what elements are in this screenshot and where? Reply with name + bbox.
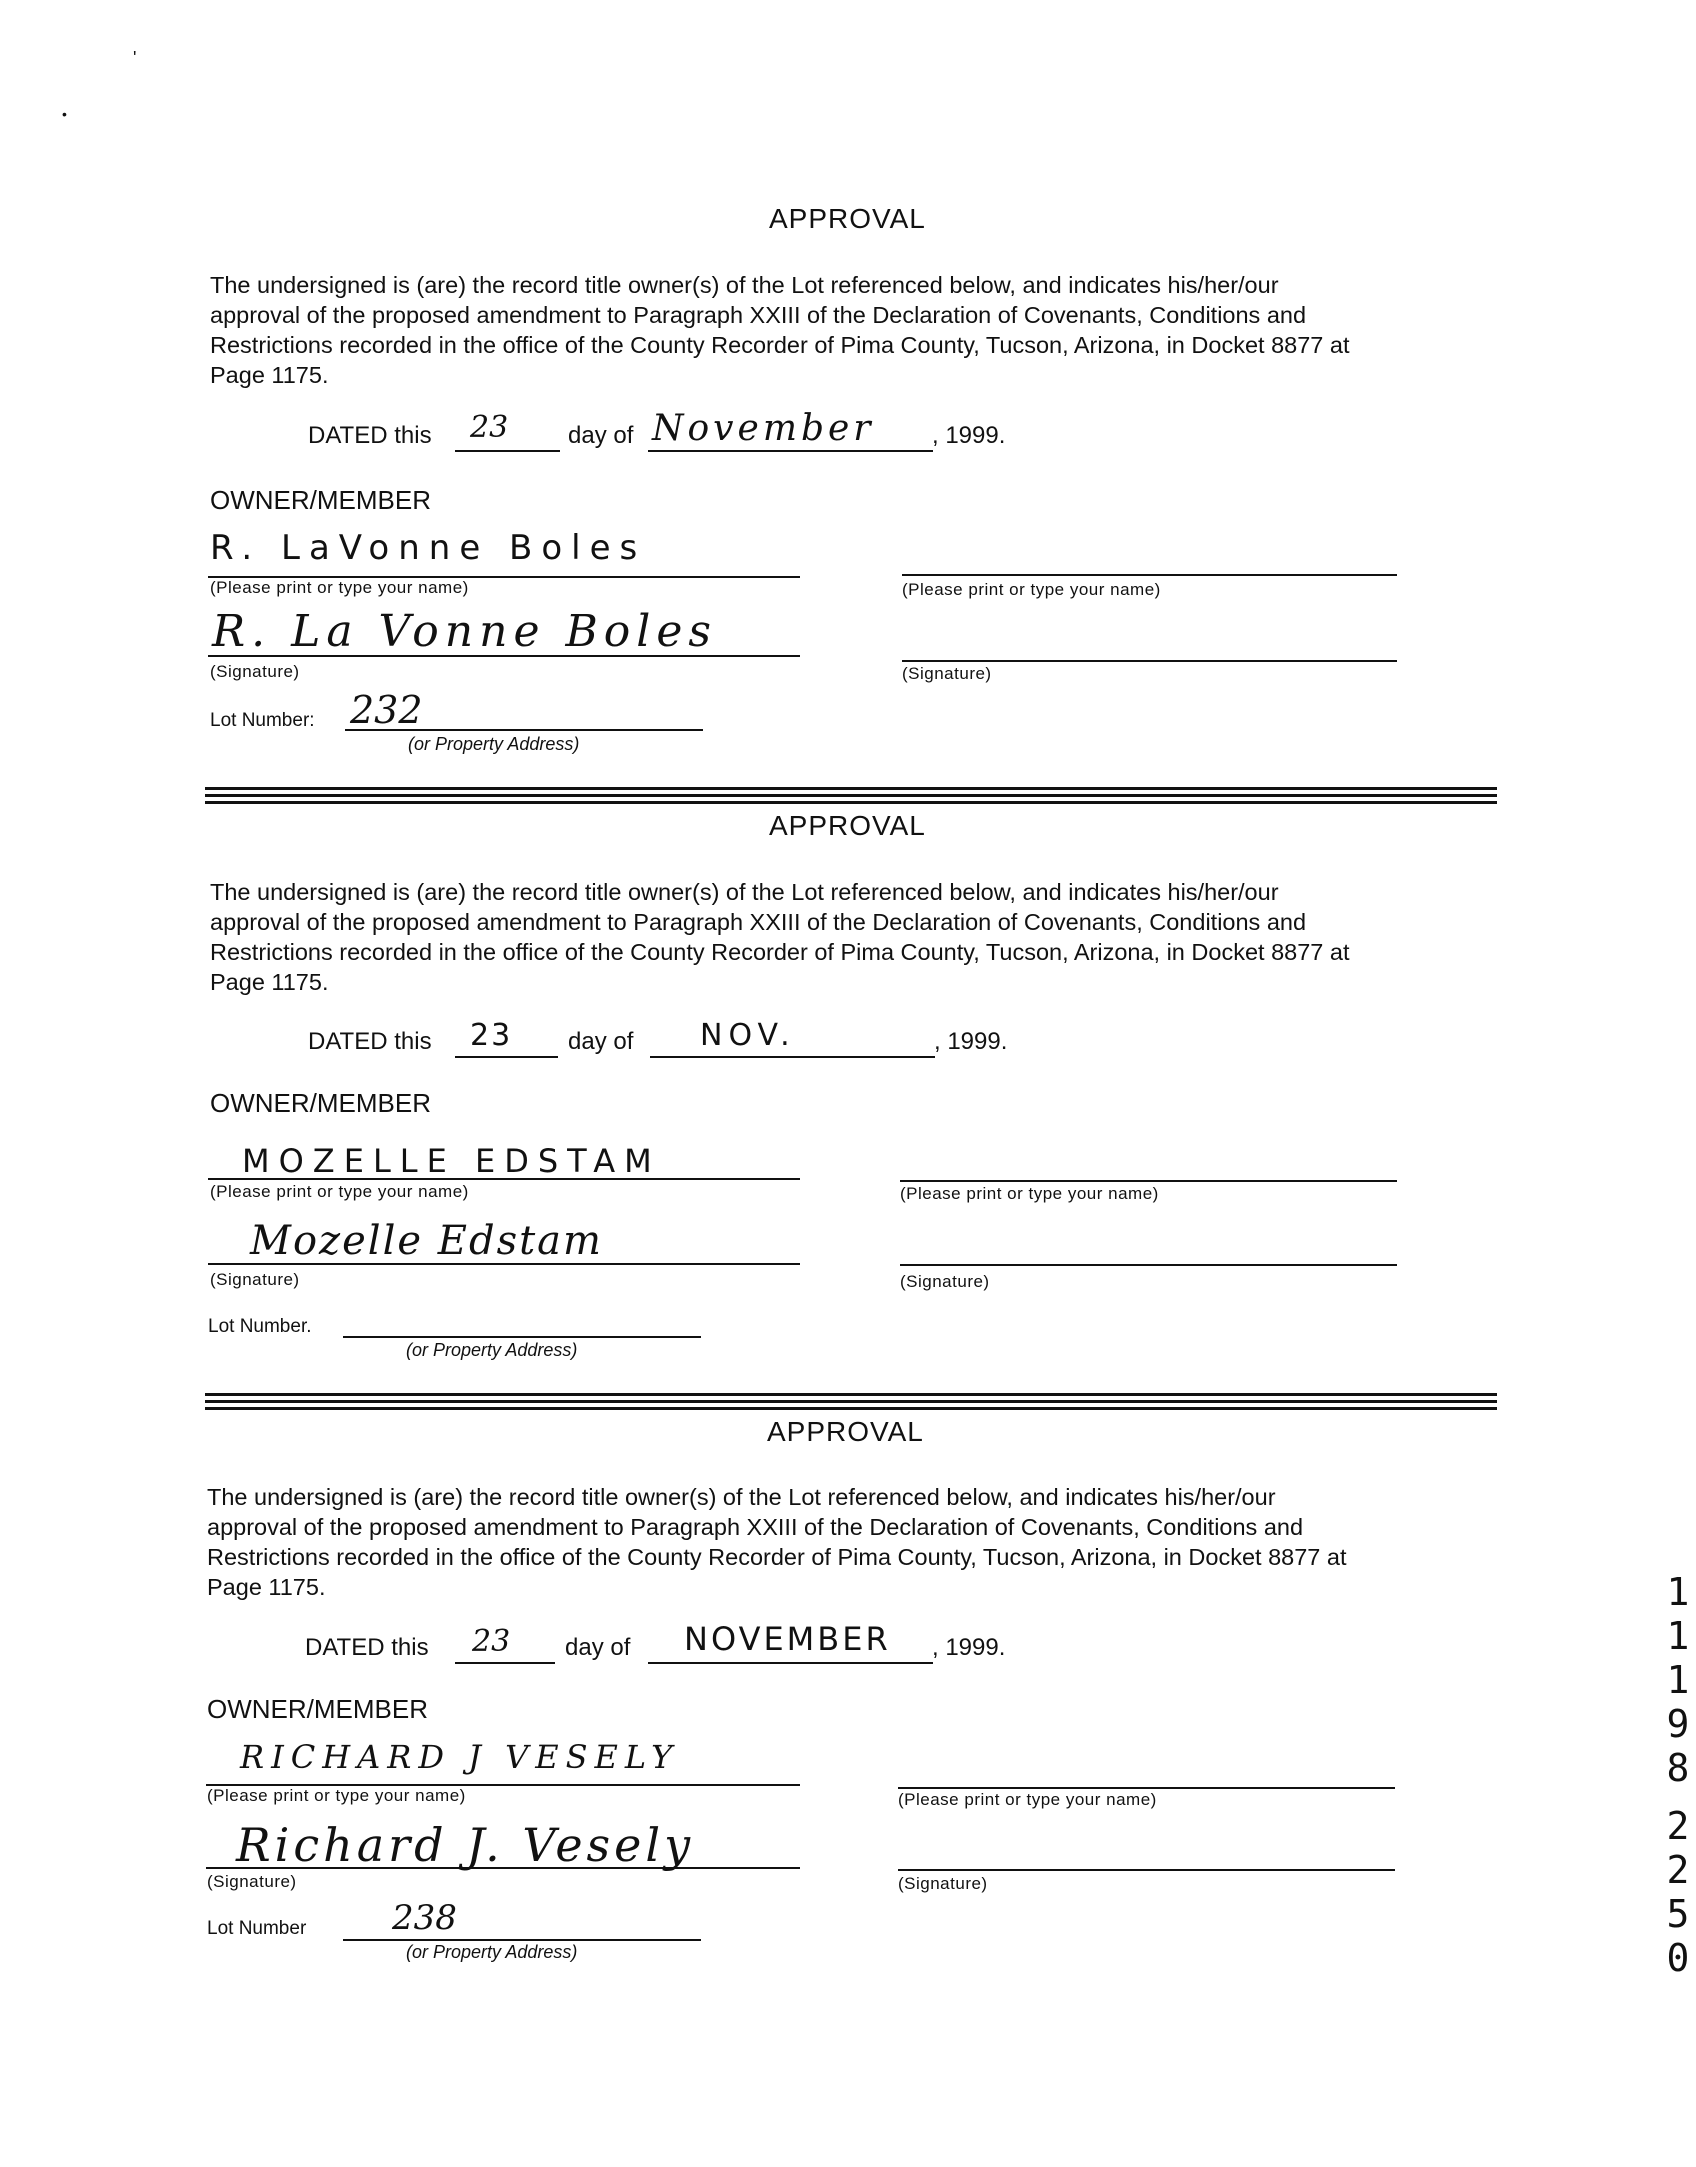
print-name-caption-2: (Please print or type your name) [902, 580, 1161, 599]
day-line [455, 1662, 555, 1664]
print-name-line-2 [900, 1180, 1397, 1182]
day-of-label: day of [568, 422, 634, 449]
print-name-line [208, 1178, 800, 1180]
section-divider [205, 787, 1497, 808]
year-suffix: , 1999. [932, 422, 1006, 449]
paragraph-line: Restrictions recorded in the office of the County Recorder of Pima County, Tucson, Arizona, in Docket 8877 at [207, 1544, 1347, 1570]
owner-member-label: OWNER/MEMBER [210, 485, 431, 515]
signature-line-2 [898, 1869, 1395, 1871]
print-name-caption-2: (Please print or type your name) [900, 1184, 1159, 1203]
printed-name-handwritten: R. LaVonne Boles [210, 528, 647, 568]
owner-member-label: OWNER/MEMBER [207, 1694, 428, 1724]
paragraph-line: Page 1175. [210, 362, 329, 388]
section-title: APPROVAL [769, 810, 926, 841]
dated-prefix: DATED this [308, 1028, 432, 1055]
owner-member-label: OWNER/MEMBER [210, 1088, 431, 1118]
dated-prefix: DATED this [305, 1634, 429, 1661]
print-name-line-2 [898, 1787, 1395, 1789]
lot-number-line [343, 1336, 701, 1338]
signature-line-2 [902, 660, 1397, 662]
stamp-digit: 2 [1666, 1848, 1690, 1892]
stamp-digit: 8 [1666, 1746, 1690, 1790]
year-suffix: , 1999. [934, 1028, 1008, 1055]
paragraph-line: Restrictions recorded in the office of the County Recorder of Pima County, Tucson, Arizona, in Docket 8877 at [210, 939, 1350, 965]
signature-handwritten: Richard J. Vesely [236, 1818, 695, 1872]
printed-name-handwritten: RICHARD J VESELY [240, 1738, 680, 1776]
day-of-label: day of [568, 1028, 634, 1055]
lot-number-label: Lot Number. [208, 1316, 312, 1337]
dated-month-handwritten: November [652, 408, 875, 449]
print-name-caption: (Please print or type your name) [210, 1182, 469, 1201]
month-line [648, 450, 933, 452]
day-line [455, 450, 560, 452]
section-title: APPROVAL [769, 203, 926, 234]
approval-paragraph [210, 877, 1510, 997]
stamp-digit: 2 [1666, 1804, 1690, 1848]
print-name-caption: (Please print or type your name) [207, 1786, 466, 1805]
paragraph-line: The undersigned is (are) the record title owner(s) of the Lot referenced below, and indicates his/her/our [210, 272, 1279, 298]
printed-name-handwritten: MOZELLE EDSTAM [242, 1142, 661, 1180]
dated-day-handwritten: 23 [472, 1624, 511, 1659]
stamp-digit: 1 [1666, 1614, 1690, 1658]
paragraph-line: Restrictions recorded in the office of the County Recorder of Pima County, Tucson, Arizona, in Docket 8877 at [210, 332, 1350, 358]
scan-mark: ' [133, 48, 137, 68]
lot-number-label: Lot Number [207, 1918, 307, 1939]
signature-line-2 [900, 1264, 1397, 1266]
signature-caption: (Signature) [207, 1872, 297, 1891]
stamp-digit: 5 [1666, 1892, 1690, 1936]
month-line [650, 1056, 935, 1058]
stamp-digit: 1 [1666, 1658, 1690, 1702]
stamp-digit: 1 [1666, 1570, 1690, 1614]
print-name-line-2 [902, 574, 1397, 576]
section-title: APPROVAL [767, 1416, 924, 1447]
lot-number-label: Lot Number: [210, 710, 315, 731]
signature-caption-2: (Signature) [902, 664, 992, 683]
lot-number-line [345, 729, 703, 731]
lot-number-caption: (or Property Address) [406, 1942, 578, 1962]
signature-line [208, 1263, 800, 1265]
stamp-digit: 9 [1666, 1702, 1690, 1746]
print-name-caption: (Please print or type your name) [210, 578, 469, 597]
paragraph-line: Page 1175. [210, 969, 329, 995]
signature-caption-2: (Signature) [900, 1272, 990, 1291]
paragraph-line: approval of the proposed amendment to Paragraph XXIII of the Declaration of Covenants, Conditions and [207, 1514, 1304, 1540]
signature-caption: (Signature) [210, 662, 300, 681]
recording-stamp [1658, 1570, 1696, 1980]
paragraph-line: The undersigned is (are) the record title owner(s) of the Lot referenced below, and indicates his/her/our [207, 1484, 1276, 1510]
dated-day-handwritten: 23 [470, 410, 509, 445]
day-of-label: day of [565, 1634, 631, 1661]
lot-number-line [343, 1939, 701, 1941]
year-suffix: , 1999. [932, 1634, 1006, 1661]
paragraph-line: The undersigned is (are) the record title owner(s) of the Lot referenced below, and indicates his/her/our [210, 879, 1279, 905]
dated-month-handwritten: NOV. [700, 1018, 796, 1053]
section-divider [205, 1393, 1497, 1414]
signature-caption-2: (Signature) [898, 1874, 988, 1893]
dated-prefix: DATED this [308, 422, 432, 449]
month-line [648, 1662, 933, 1664]
lot-number-handwritten: 238 [392, 1898, 457, 1938]
day-line [455, 1056, 558, 1058]
signature-handwritten: Mozelle Edstam [250, 1218, 603, 1264]
print-name-caption-2: (Please print or type your name) [898, 1790, 1157, 1809]
lot-number-handwritten: 232 [350, 688, 423, 732]
approval-paragraph [207, 1482, 1507, 1602]
paragraph-line: approval of the proposed amendment to Paragraph XXIII of the Declaration of Covenants, Conditions and [210, 909, 1307, 935]
scan-mark: • [62, 106, 67, 122]
stamp-digit: 0 [1666, 1936, 1690, 1980]
signature-line [206, 1867, 800, 1869]
paragraph-line: approval of the proposed amendment to Paragraph XXIII of the Declaration of Covenants, Conditions and [210, 302, 1307, 328]
signature-handwritten: R. La Vonne Boles [212, 606, 717, 657]
lot-number-caption: (or Property Address) [406, 1340, 578, 1360]
signature-line [208, 655, 800, 657]
lot-number-caption: (or Property Address) [408, 734, 580, 754]
approval-paragraph [210, 270, 1510, 390]
signature-caption: (Signature) [210, 1270, 300, 1289]
dated-month-handwritten: NOVEMBER [684, 1620, 891, 1658]
dated-day-handwritten: 23 [470, 1018, 513, 1053]
paragraph-line: Page 1175. [207, 1574, 326, 1600]
